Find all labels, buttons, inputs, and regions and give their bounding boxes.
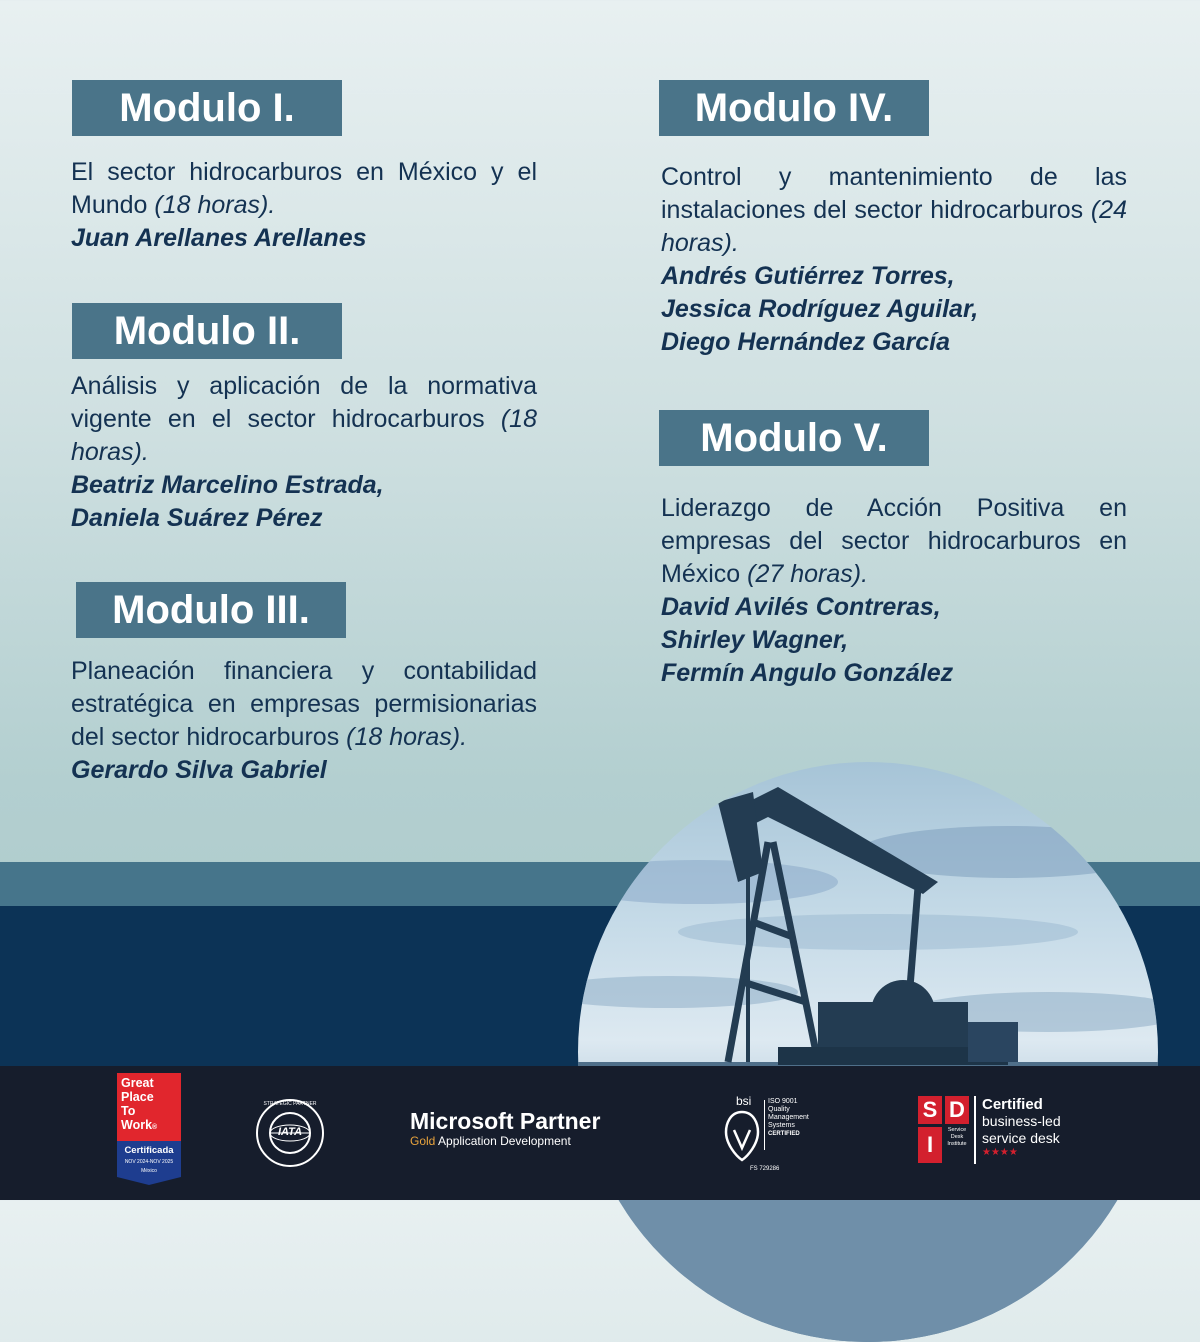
sdi-certified-logo: [918, 1096, 1098, 1166]
microsoft-competency: Application Development: [438, 1134, 571, 1148]
module-3-instructor: Gerardo Silva Gabriel: [71, 756, 327, 784]
module-5-instructor: Shirley Wagner,: [661, 626, 849, 654]
bsi-iso-logo: [722, 1094, 832, 1174]
sdi-stars: ★★★★: [982, 1147, 1018, 1158]
module-1-description: [71, 156, 537, 255]
module-3-title: Modulo III.: [76, 582, 346, 638]
module-3-description: [71, 655, 537, 787]
module-5-title: Modulo V.: [659, 410, 929, 466]
module-1-instructor: Juan Arellanes Arellanes: [71, 224, 367, 252]
module-4-hours: (24 horas).: [661, 196, 1127, 257]
sdi-letter-i: I: [918, 1127, 942, 1163]
bsi-qms-1: Quality: [768, 1106, 790, 1113]
module-4-title: Modulo IV.: [659, 80, 929, 136]
bsi-qms-3: Systems: [768, 1122, 795, 1129]
gptw-line-1: Great: [121, 1076, 154, 1090]
sdi-certified-label: Certified: [982, 1096, 1043, 1113]
sdi-small-1: Service: [947, 1127, 967, 1133]
iata-logo: [255, 1098, 325, 1168]
footer-logos: [0, 1066, 1200, 1200]
microsoft-gold-label: Gold: [410, 1134, 436, 1148]
bsi-certificate-number: FS 729286: [750, 1166, 780, 1172]
sdi-small-2: Desk: [950, 1134, 964, 1140]
module-4-instructor: Jessica Rodríguez Aguilar,: [661, 295, 979, 323]
gptw-certified-label: Certificada: [124, 1145, 174, 1156]
module-3-hours: (18 horas).: [346, 723, 468, 751]
sdi-institute: [945, 1127, 969, 1163]
module-1-title: Modulo I.: [72, 80, 342, 136]
sdi-letter-s: S: [918, 1096, 942, 1124]
module-1-hours: (18 horas).: [154, 191, 276, 219]
gptw-dates: NOV 2024-NOV 2025: [124, 1159, 174, 1165]
module-4-text: Control y mantenimiento de las instalaciones del sector hidrocarburos: [661, 163, 1127, 224]
module-5-instructor: David Avilés Contreras,: [661, 593, 941, 621]
pumpjack-photo: [578, 762, 1158, 1342]
module-4-description: [661, 161, 1127, 359]
gptw-line-3: To: [121, 1104, 136, 1118]
bsi-certified-label: CERTIFIED: [768, 1131, 800, 1137]
module-5-description: [661, 492, 1127, 690]
sdi-letter-d: D: [945, 1096, 969, 1124]
module-4-instructor: Andrés Gutiérrez Torres,: [661, 262, 955, 290]
bsi-details: [768, 1098, 809, 1138]
bsi-qms-2: Management: [768, 1114, 809, 1121]
module-5-hours: (27 horas).: [747, 560, 869, 588]
module-2-title: Modulo II.: [72, 303, 342, 359]
microsoft-partner-logo: [410, 1108, 650, 1148]
module-5-instructor: Fermín Angulo González: [661, 659, 954, 687]
gptw-line-4: Work: [121, 1118, 153, 1132]
great-place-to-work-logo: [117, 1073, 181, 1185]
microsoft-partner-title: Microsoft Partner: [410, 1108, 601, 1134]
bsi-brand: bsi: [736, 1094, 752, 1108]
module-2-description: [71, 370, 537, 535]
module-4-instructor: Diego Hernández García: [661, 328, 950, 356]
sdi-line-2: business-led: [982, 1113, 1061, 1129]
iata-wordmark: IATA: [277, 1126, 303, 1138]
bsi-iso-label: ISO 9001: [768, 1098, 798, 1105]
module-2-instructor: Daniela Suárez Pérez: [71, 504, 323, 532]
gptw-country: México: [141, 1168, 157, 1174]
module-2-instructor: Beatriz Marcelino Estrada,: [71, 471, 384, 499]
module-2-text: Análisis y aplicación de la normativa vigente en el sector hidrocarburos: [71, 372, 537, 433]
sdi-line-3: service desk: [982, 1130, 1060, 1146]
iata-ring-text: STRATEGIC PARTNER: [263, 1101, 317, 1107]
bsi-kitemark-icon: [722, 1104, 762, 1164]
gptw-line-2: Place: [121, 1090, 154, 1104]
module-5-text: Liderazgo de Acción Positiva en empresas del sector hidrocarburos en México: [661, 494, 1127, 588]
pumpjack-illustration: [578, 762, 1158, 1342]
module-1-text: El sector hidrocarburos en México y el Mundo: [71, 158, 537, 219]
module-3-text: Planeación financiera y contabilidad estratégica en empresas permisionarias del sector hidrocarburos: [71, 657, 537, 751]
gptw-wordmark: Great Place To Work®: [121, 1076, 158, 1132]
module-2-hours: (18 horas).: [71, 405, 537, 466]
sdi-certification-text: [982, 1096, 1061, 1159]
sdi-small-3: Institute: [947, 1141, 967, 1147]
